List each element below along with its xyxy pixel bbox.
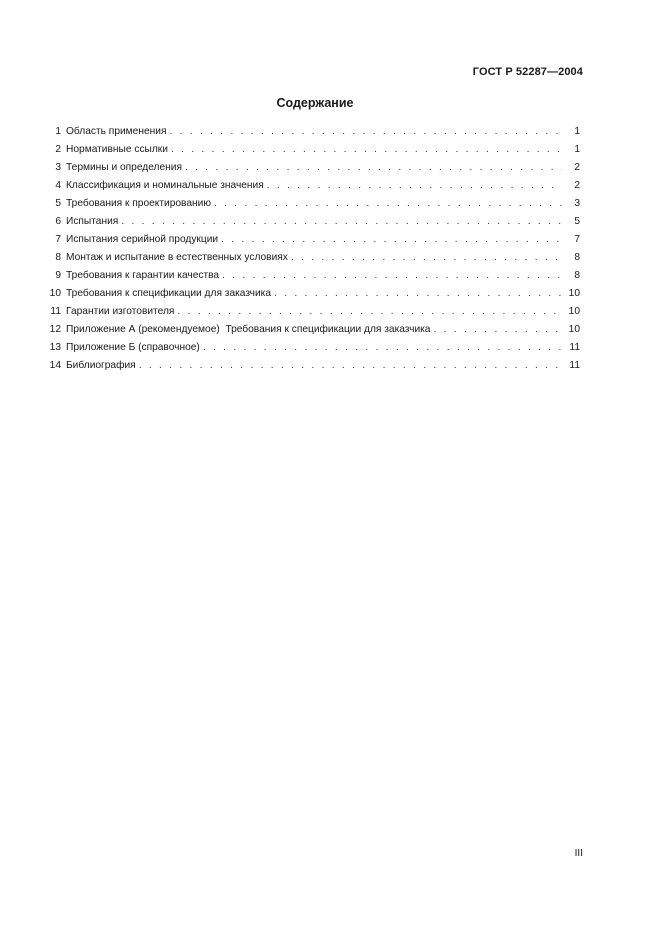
toc-item-label: Требования к проектированию	[66, 198, 211, 209]
dot-leader	[264, 177, 562, 195]
table-of-contents	[40, 123, 580, 375]
toc-item[interactable]	[40, 195, 580, 213]
toc-item[interactable]	[40, 249, 580, 267]
dot-leader	[211, 195, 562, 213]
toc-item[interactable]	[40, 231, 580, 249]
dot-leader	[219, 267, 562, 285]
dot-leader	[168, 141, 562, 159]
toc-item-page: 5	[574, 216, 580, 227]
dot-leader	[430, 321, 562, 339]
toc-item[interactable]	[40, 339, 580, 357]
toc-item-number: 7	[55, 234, 61, 245]
toc-item-page: 10	[568, 306, 580, 317]
toc-item-label: Приложение Б (справочное)	[66, 342, 200, 353]
toc-item-number: 10	[49, 288, 61, 299]
toc-item-page: 2	[574, 180, 580, 191]
dot-leader	[288, 249, 562, 267]
toc-item-label: Термины и определения	[66, 162, 182, 173]
dot-leader	[271, 285, 562, 303]
dot-leader	[218, 231, 562, 249]
dot-leader	[166, 123, 562, 141]
toc-item-page: 1	[574, 126, 580, 137]
toc-item-label: Гарантии изготовителя	[66, 306, 175, 317]
toc-item-label: Библиография	[66, 360, 136, 371]
toc-item-page: 1	[574, 144, 580, 155]
toc-item[interactable]	[40, 285, 580, 303]
toc-item-page: 10	[568, 288, 580, 299]
dot-leader	[200, 339, 562, 357]
toc-item-label: Приложение А (рекомендуемое) Требования к спецификации для заказчика	[66, 324, 431, 335]
toc-item[interactable]	[40, 141, 580, 159]
toc-item-label: Монтаж и испытание в естественных условиях	[66, 252, 288, 263]
toc-item[interactable]	[40, 267, 580, 285]
toc-item-page: 7	[574, 234, 580, 245]
toc-item[interactable]	[40, 303, 580, 321]
toc-item[interactable]	[40, 357, 580, 375]
toc-item-label: Испытания	[66, 216, 119, 227]
toc-item-number: 6	[55, 216, 61, 227]
dot-leader	[118, 213, 562, 231]
toc-item-page: 10	[568, 324, 580, 335]
toc-item-number: 1	[55, 126, 61, 137]
toc-item[interactable]	[40, 159, 580, 177]
toc-item[interactable]	[40, 177, 580, 195]
toc-item-number: 13	[49, 342, 61, 353]
toc-item-number: 4	[55, 180, 61, 191]
toc-item-page: 8	[574, 252, 580, 263]
toc-item-number: 14	[49, 360, 61, 371]
toc-item-label: Область применения	[66, 126, 167, 137]
toc-item-label: Нормативные ссылки	[66, 144, 168, 155]
toc-item-page: 2	[574, 162, 580, 173]
toc-title: Содержание	[276, 96, 354, 110]
toc-item-page: 11	[569, 360, 580, 371]
dot-leader	[174, 303, 562, 321]
toc-item-number: 8	[55, 252, 61, 263]
toc-item[interactable]	[40, 123, 580, 141]
toc-item-label: Испытания серийной продукции	[66, 234, 219, 245]
dot-leader	[136, 357, 562, 375]
toc-item-number: 2	[55, 144, 61, 155]
toc-item-number: 9	[55, 270, 61, 281]
toc-item-page: 8	[574, 270, 580, 281]
toc-item[interactable]	[40, 321, 580, 339]
dot-leader	[182, 159, 562, 177]
document-header: ГОСТ Р 52287—2004	[472, 66, 583, 78]
toc-item[interactable]	[40, 213, 580, 231]
toc-item-number: 11	[50, 306, 61, 317]
toc-item-page: 3	[574, 198, 580, 209]
page-number: III	[574, 848, 583, 859]
toc-item-label: Классификация и номинальные значения	[66, 180, 264, 191]
toc-item-number: 12	[49, 324, 61, 335]
toc-item-label: Требования к спецификации для заказчика	[66, 288, 272, 299]
toc-item-page: 11	[569, 342, 580, 353]
toc-item-number: 3	[55, 162, 61, 173]
toc-item-number: 5	[55, 198, 61, 209]
toc-item-label: Требования к гарантии качества	[66, 270, 220, 281]
